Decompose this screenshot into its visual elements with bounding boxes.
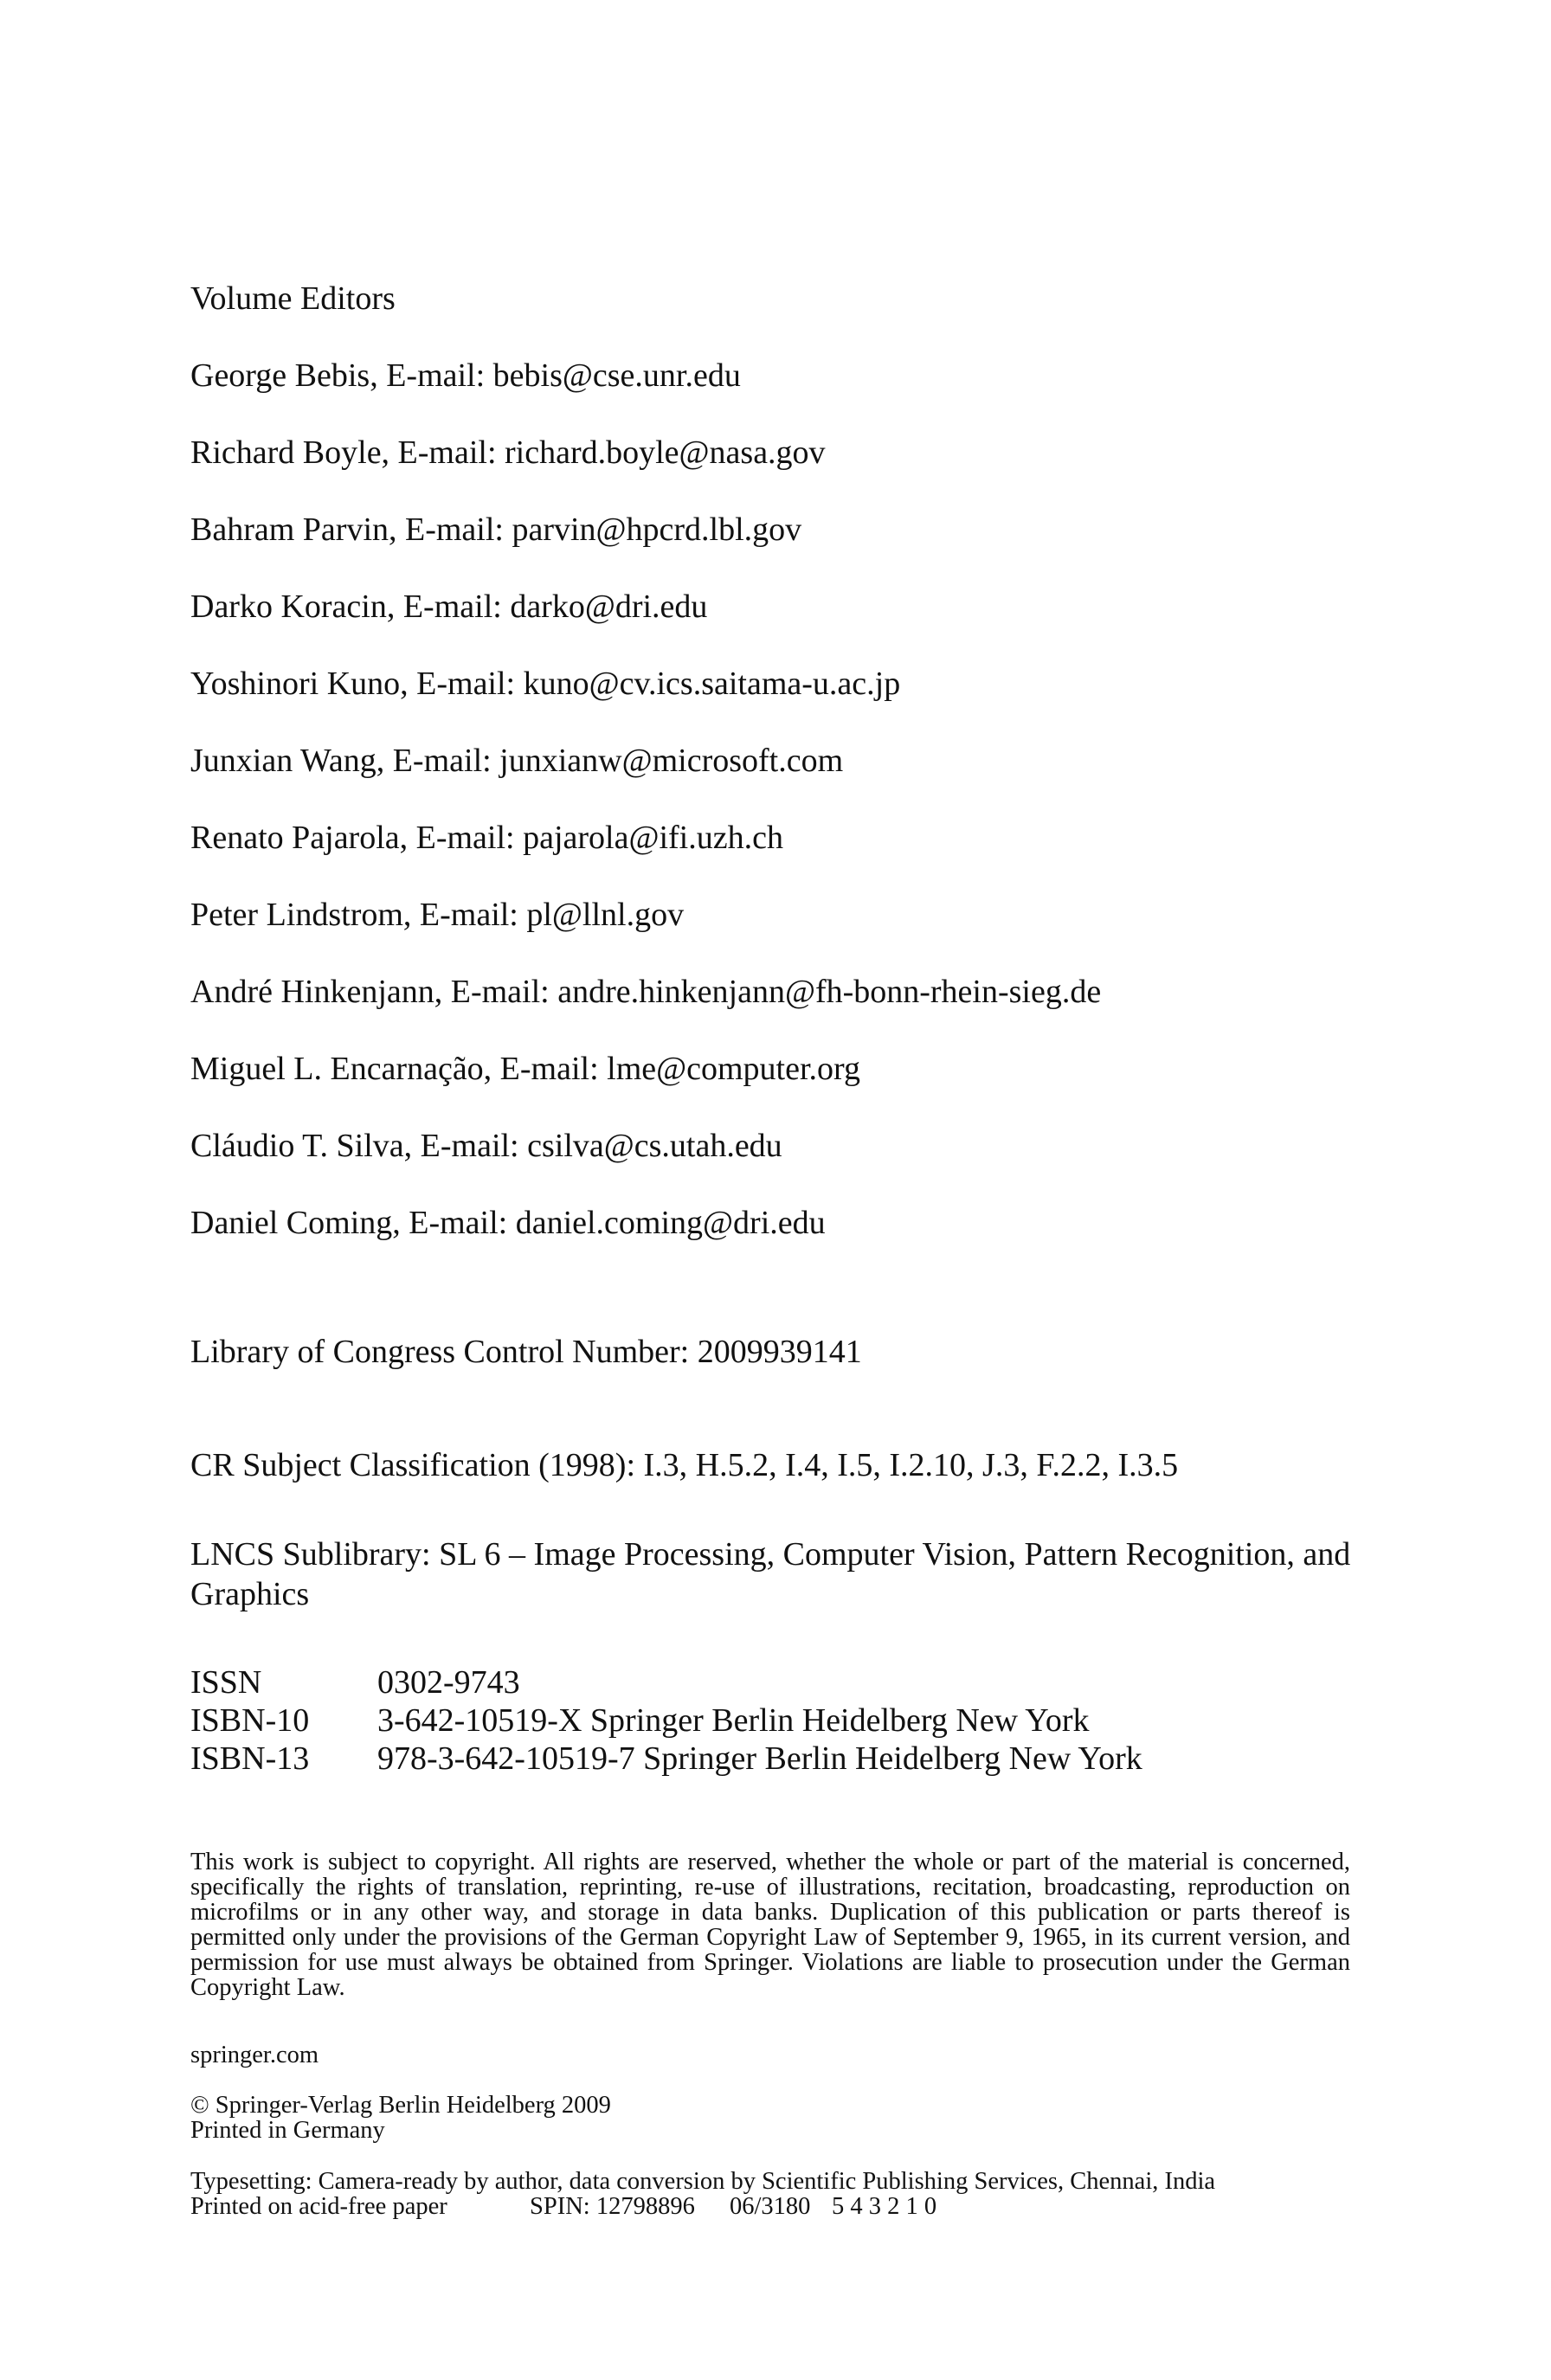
acid-free-paper: Printed on acid-free paper xyxy=(190,2193,447,2220)
isbn-13-row xyxy=(190,1740,1142,1778)
editor-entry: Bahram Parvin, E-mail: parvin@hpcrd.lbl.gov xyxy=(190,511,802,548)
isbn-10-row xyxy=(190,1701,1090,1740)
typesetting-note: Typesetting: Camera-ready by author, data conversion by Scientific Publishing Services, Chennai, India xyxy=(190,2168,1216,2195)
editor-entry: Renato Pajarola, E-mail: pajarola@ifi.uzh.ch xyxy=(190,820,783,856)
editor-entry: George Bebis, E-mail: bebis@cse.unr.edu xyxy=(190,357,741,394)
printed-in: Printed in Germany xyxy=(190,2117,385,2144)
editor-entry: André Hinkenjann, E-mail: andre.hinkenjann@fh-bonn-rhein-sieg.de xyxy=(190,974,1102,1010)
print-run: 5 4 3 2 1 0 xyxy=(832,2193,937,2220)
identifier-value: 978-3-642-10519-7 Springer Berlin Heidelberg New York xyxy=(377,1740,1142,1777)
cr-subject-classification: CR Subject Classification (1998): I.3, H.5.2, I.4, I.5, I.2.10, J.3, F.2.2, I.3.5 xyxy=(190,1447,1179,1483)
editor-entry: Junxian Wang, E-mail: junxianw@microsoft.com xyxy=(190,743,844,779)
volume-editors-heading: Volume Editors xyxy=(190,280,396,317)
identifier-label: ISBN-10 xyxy=(190,1702,310,1739)
editor-entry: Daniel Coming, E-mail: daniel.coming@dri.edu xyxy=(190,1205,826,1241)
lncs-sublibrary: LNCS Sublibrary: SL 6 – Image Processing, Computer Vision, Pattern Recognition, and Graphics xyxy=(190,1536,1351,1612)
print-code: 06/3180 xyxy=(730,2193,811,2220)
copyright-notice: This work is subject to copyright. All rights are reserved, whether the whole or part of the material is concerned, specifically the rights of translation, reprinting, re-use of illustrations, recitation, broadcasting, reproduction on microfilms or in any other way, and storage in data banks. Duplication of this publication or parts thereof is permitted only under the provisions of the German Copyright Law of September 9, 1965, in its current version, and permission for use must always be obtained from Springer. Violations are liable to prosecution under the German Copyright Law. xyxy=(190,1849,1350,2001)
library-of-congress-number: Library of Congress Control Number: 2009939141 xyxy=(190,1334,862,1370)
editor-entry: Richard Boyle, E-mail: richard.boyle@nasa.gov xyxy=(190,434,826,471)
editor-entry: Yoshinori Kuno, E-mail: kuno@cv.ics.saitama-u.ac.jp xyxy=(190,666,901,702)
editor-entry: Miguel L. Encarnação, E-mail: lme@computer.org xyxy=(190,1051,860,1087)
editor-entry: Darko Koracin, E-mail: darko@dri.edu xyxy=(190,589,708,625)
spin-number: SPIN: 12798896 xyxy=(530,2193,695,2220)
identifier-label: ISBN-13 xyxy=(190,1740,310,1777)
identifier-label: ISSN xyxy=(190,1664,262,1701)
editor-entry: Peter Lindstrom, E-mail: pl@llnl.gov xyxy=(190,897,685,933)
imprint-line xyxy=(190,2193,936,2221)
identifier-value: 3-642-10519-X Springer Berlin Heidelberg New York xyxy=(377,1702,1090,1739)
identifier-value: 0302-9743 xyxy=(377,1664,520,1701)
publisher-website: springer.com xyxy=(190,2042,319,2068)
copyright-line: © Springer-Verlag Berlin Heidelberg 2009 xyxy=(190,2092,611,2119)
editor-entry: Cláudio T. Silva, E-mail: csilva@cs.utah.edu xyxy=(190,1128,782,1164)
issn-row xyxy=(190,1663,520,1701)
